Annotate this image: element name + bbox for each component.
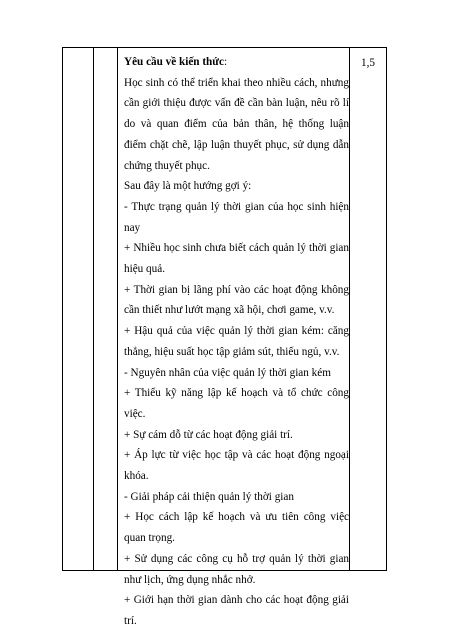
bullet-item: + Sự cám dỗ từ các hoạt động giải trí. bbox=[124, 428, 293, 441]
bullet-item: + Hậu quả của việc quản lý thời gian kém: căng thẳng, hiệu suất học tập giảm sút, thiếu ngủ, v.v. bbox=[124, 325, 349, 358]
bullet-item: + Thiếu kỹ năng lập kế hoạch và tổ chức công việc. bbox=[124, 387, 349, 420]
table-left-border bbox=[62, 47, 63, 571]
column-divider-2 bbox=[117, 47, 118, 571]
table-right-border bbox=[386, 47, 387, 571]
table-top-border bbox=[62, 47, 387, 48]
answer-content-cell bbox=[124, 52, 349, 632]
suggestion-lead: Sau đây là một hướng gợi ý: bbox=[124, 180, 252, 193]
bullet-item: + Giới hạn thời gian dành cho các hoạt động giải trí. bbox=[124, 594, 349, 627]
section-current-state: - Thực trạng quản lý thời gian của học sinh hiện nay bbox=[124, 200, 349, 234]
column-divider-1 bbox=[93, 47, 94, 571]
heading-colon: : bbox=[223, 56, 228, 68]
bullet-item: + Nhiều học sinh chưa biết cách quản lý thời gian hiệu quả. bbox=[124, 242, 349, 276]
column-divider-3 bbox=[349, 47, 350, 571]
bullet-item: + Học cách lập kế hoạch và ưu tiên công việc quan trọng. bbox=[124, 511, 349, 545]
section-solutions: - Giải pháp cải thiện quản lý thời gian bbox=[124, 490, 294, 503]
bullet-item: + Thời gian bị lãng phí vào các hoạt động không cần thiết như lướt mạng xã hội, chơi game, v.v. bbox=[124, 283, 349, 317]
score-cell: 1,5 bbox=[361, 57, 375, 69]
section-causes: - Nguyên nhân của việc quản lý thời gian kém bbox=[124, 366, 331, 379]
knowledge-requirement-heading bbox=[124, 52, 349, 73]
intro-paragraph: Học sinh có thể triển khai theo nhiều cách, nhưng cần giới thiệu được vấn đề cần bàn luận, nêu rõ lí do và quan điểm của bản thân, hệ thống luận điểm chặt chẽ, lập luận thuyết phục, sử dụng dẫn chứng thuyết phục. bbox=[124, 76, 349, 172]
bullet-item: + Sử dụng các công cụ hỗ trợ quản lý thời gian như lịch, ứng dụng nhắc nhở. bbox=[124, 552, 349, 586]
bullet-item: + Áp lực từ việc học tập và các hoạt động ngoại khóa. bbox=[124, 449, 349, 483]
heading-bold-text: Yêu cầu về kiến thức bbox=[124, 56, 224, 68]
